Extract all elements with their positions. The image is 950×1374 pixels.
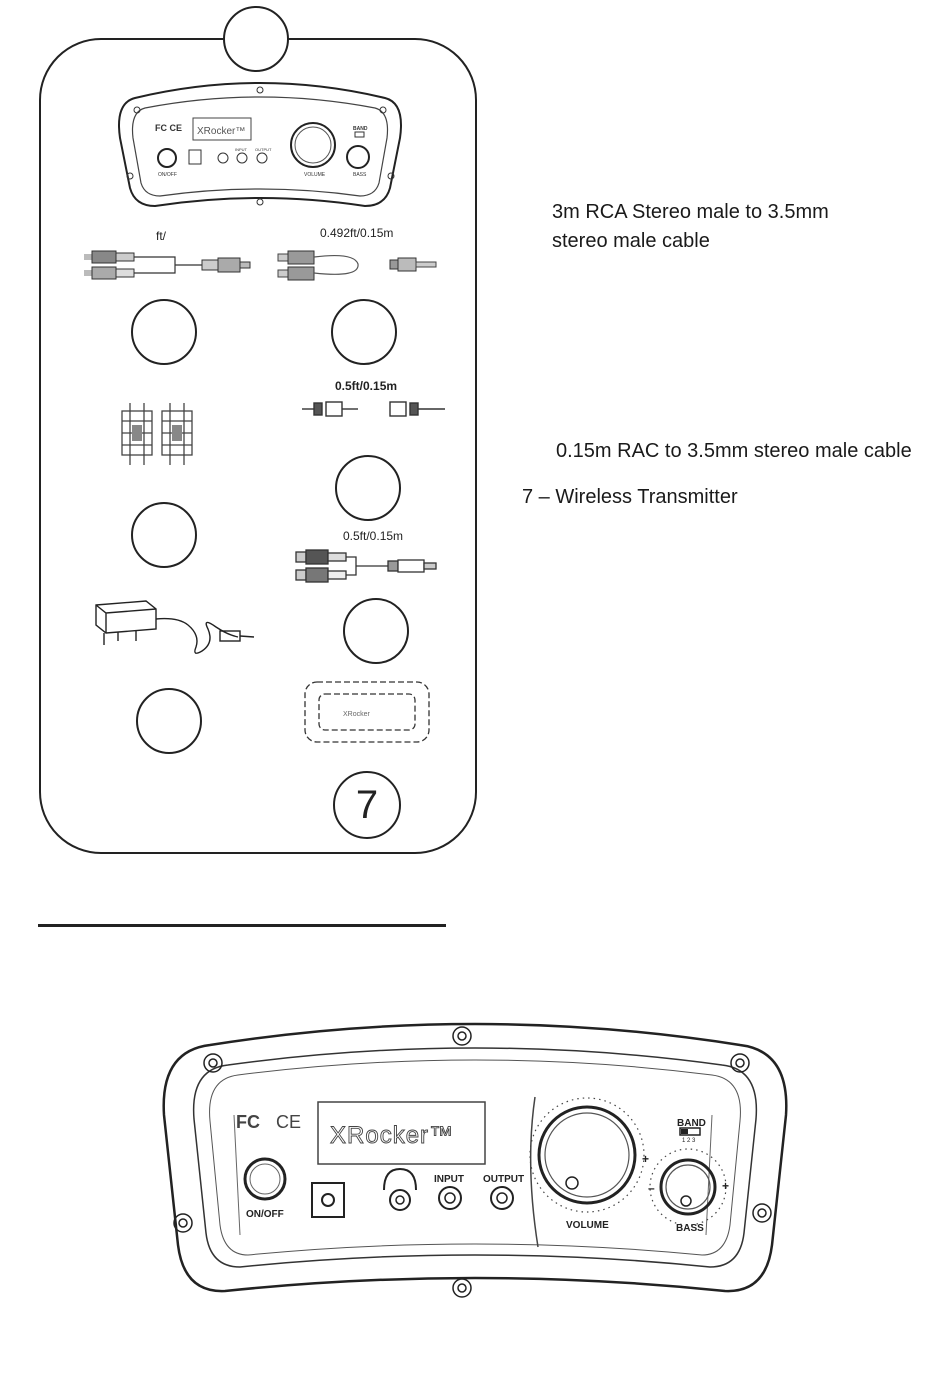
callout-circle-left-1	[131, 299, 197, 365]
short-cable-illustration	[274, 248, 444, 284]
brand-logo: XRocker™	[330, 1122, 455, 1149]
section-divider	[38, 924, 446, 927]
splitter-cable-illustration	[292, 546, 442, 586]
bass-label: BASS	[676, 1223, 704, 1234]
svg-text:FC CE: FC CE	[155, 123, 182, 133]
item-7-badge	[333, 771, 401, 839]
output-label: OUTPUT	[483, 1174, 525, 1185]
rca-adapters-illustration	[112, 393, 212, 473]
splitter-cable-length-label: 0.5ft/0.15m	[343, 529, 404, 543]
svg-text:BASS: BASS	[353, 172, 367, 178]
callout-circle-right-2	[335, 455, 401, 521]
callout-circle-right-3	[343, 598, 409, 664]
on-off-label: ON/OFF	[246, 1209, 284, 1220]
bass-plus: +	[722, 1179, 730, 1193]
rca-cable-length-label: ft/	[156, 229, 167, 243]
svg-text:XRocker: XRocker	[343, 711, 370, 718]
bass-minus: –	[648, 1181, 655, 1195]
item-7-number: 7	[355, 783, 379, 827]
wireless-transmitter-illustration	[297, 674, 437, 750]
rac-cable-description: 0.15m RAC to 3.5mm stereo male cable	[556, 440, 912, 462]
rca-cable-description-line1: 3m RCA Stereo male to 3.5mm	[552, 201, 829, 223]
volume-label: VOLUME	[566, 1220, 609, 1231]
svg-text:OUTPUT: OUTPUT	[255, 147, 272, 152]
callout-circle-right-1	[331, 299, 397, 365]
small-cable-illustration	[300, 398, 450, 420]
mini-control-panel-illustration	[115, 78, 405, 213]
rca-cable-description-line2: stereo male cable	[552, 230, 710, 252]
callout-circle-left-3	[136, 688, 202, 754]
top-callout-circle	[223, 6, 289, 72]
power-adapter-illustration	[88, 595, 258, 665]
short-cable-length-label: 0.492ft/0.15m	[320, 226, 394, 240]
band-positions: 1 2 3	[682, 1138, 696, 1144]
control-panel-diagram	[150, 1015, 800, 1315]
callout-circle-left-2	[131, 502, 197, 568]
band-label: BAND	[677, 1118, 706, 1129]
ce-logo: CE	[276, 1112, 302, 1132]
svg-text:ON/OFF: ON/OFF	[158, 172, 177, 178]
small-cable-length-label: 0.5ft/0.15m	[335, 379, 398, 393]
svg-text:BAND: BAND	[353, 126, 368, 132]
volume-plus: +	[642, 1152, 650, 1166]
svg-text:INPUT: INPUT	[235, 147, 247, 152]
input-label: INPUT	[434, 1174, 464, 1185]
fcc-logo: FC	[236, 1112, 260, 1132]
svg-text:VOLUME: VOLUME	[304, 172, 326, 178]
rca-cable-illustration	[80, 248, 255, 283]
wireless-transmitter-description: 7 – Wireless Transmitter	[522, 486, 738, 508]
svg-text:XRocker™: XRocker™	[197, 126, 246, 137]
